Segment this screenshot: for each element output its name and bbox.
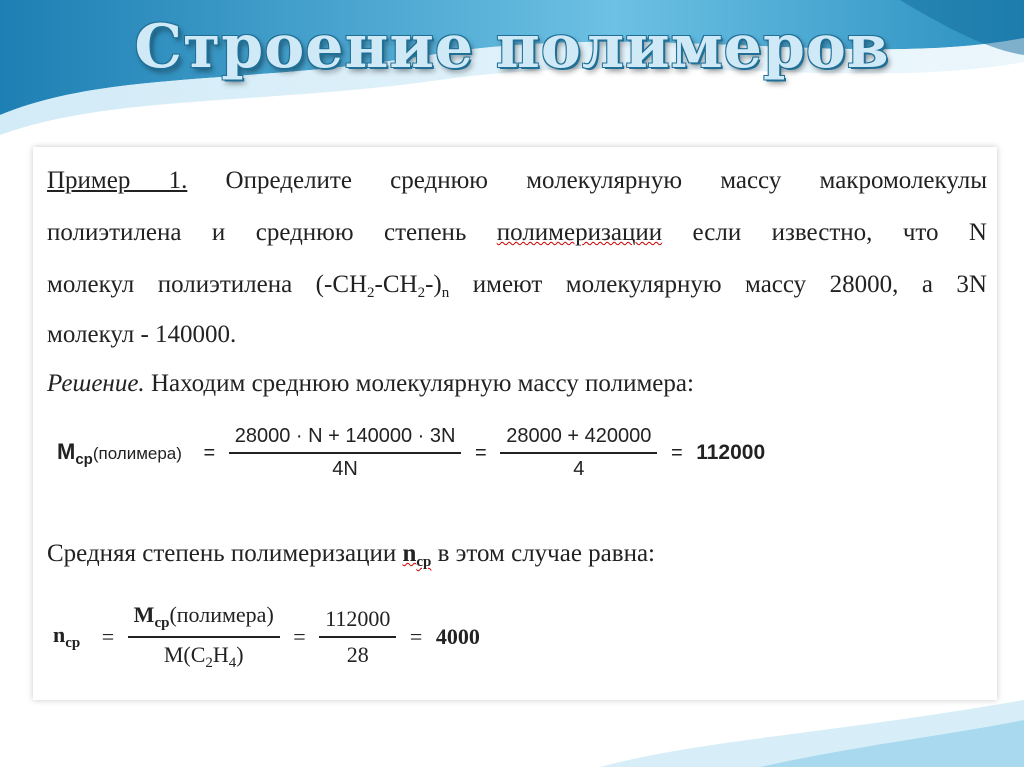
formula1-fraction-2	[500, 425, 657, 481]
solution-line	[47, 370, 694, 398]
formula1-frac2-bar	[500, 452, 657, 454]
formula2-den-b: H	[212, 642, 229, 667]
example-line-2-underlined-word: полимеризации	[496, 219, 663, 246]
formula1-eq2: =	[475, 441, 487, 464]
formula1-fraction-1	[229, 425, 462, 481]
sub-2-first: 2	[367, 285, 375, 301]
example-line-4: молекул - 140000.	[47, 321, 237, 348]
example-line-2	[47, 219, 987, 247]
example-line-3-a: молекул полиэтилена (-CH	[47, 271, 368, 298]
formula2-fraction-1	[128, 602, 280, 672]
formula2-num-m: M	[133, 602, 155, 627]
degree-sentence-b: в этом случае равна:	[431, 540, 656, 567]
formula2-frac2-numerator: 112000	[325, 606, 391, 631]
formula2-den-sub1: 2	[205, 655, 213, 671]
formula1-frac1-denominator: 4N	[332, 458, 358, 480]
solution-label: Решение.	[47, 370, 145, 397]
formula2-frac2-denominator: 28	[346, 642, 369, 667]
formula2-den-c: )	[236, 642, 244, 667]
formula-average-mass	[57, 425, 773, 481]
slide-title: Строение полимеров	[134, 12, 890, 82]
formula2-fraction-2	[319, 606, 396, 668]
example-line-3	[47, 271, 987, 302]
example-line-1	[47, 167, 987, 195]
formula2-lhs-symbol: n	[53, 622, 66, 647]
formula2-eq2: =	[293, 624, 306, 649]
formula2-result: 4000	[435, 624, 480, 649]
formula2-lhs	[53, 622, 80, 652]
formula2-num-paren: (полимера)	[169, 602, 274, 627]
formula2-frac1-denominator	[128, 642, 280, 672]
solution-text: Находим среднюю молекулярную массу полимера:	[144, 370, 694, 397]
content-panel	[33, 147, 997, 700]
degree-symbol-sub: ср	[416, 554, 432, 570]
formula2-eq1: =	[101, 624, 115, 649]
formula2-den-a: M(C	[163, 642, 206, 667]
sub-n: n	[441, 285, 450, 301]
formula2-frac2-bar	[319, 636, 396, 638]
formula1-frac2-numerator: 28000 + 420000	[506, 425, 652, 447]
formula2-num-sub: ср	[154, 615, 170, 631]
example-line-1-text: Определите среднюю молекулярную массу макромолекулы	[187, 167, 987, 194]
formula2-frac1-numerator	[128, 602, 280, 632]
formula1-frac2-denominator: 4	[573, 458, 585, 480]
formula2-den-sub2: 4	[228, 655, 237, 671]
example-line-2-c: если известно, что N	[662, 219, 987, 246]
example-line-3-d: имеют молекулярную массу 28000, а 3N	[449, 271, 987, 298]
formula2-frac1-bar	[128, 636, 280, 638]
formula1-lhs	[57, 439, 182, 468]
formula1-lhs-sub: ср	[75, 450, 93, 468]
formula2-eq3: =	[409, 624, 423, 649]
formula1-frac1-bar	[229, 452, 462, 454]
formula-polymerization-degree	[53, 602, 488, 672]
example-line-3-c: -)	[425, 271, 442, 298]
formula2-lhs-sub: ср	[65, 635, 81, 651]
example-label: Пример 1.	[47, 167, 188, 194]
sub-2-second: 2	[417, 285, 426, 301]
degree-sentence	[47, 540, 655, 571]
formula1-lhs-symbol: M	[57, 438, 76, 464]
formula1-frac1-numerator: 28000 · N + 140000 · 3N	[234, 425, 456, 447]
example-line-3-b: -CH	[374, 271, 418, 298]
degree-sentence-a: Средняя степень полимеризации	[47, 540, 403, 567]
formula1-eq3: =	[670, 441, 683, 464]
formula1-result: 112000	[696, 441, 766, 464]
degree-symbol: n	[402, 540, 417, 567]
example-line-2-a: полиэтилена и среднюю степень	[47, 219, 497, 246]
formula1-eq1: =	[203, 441, 216, 464]
formula1-lhs-paren: (полимера)	[92, 443, 182, 463]
